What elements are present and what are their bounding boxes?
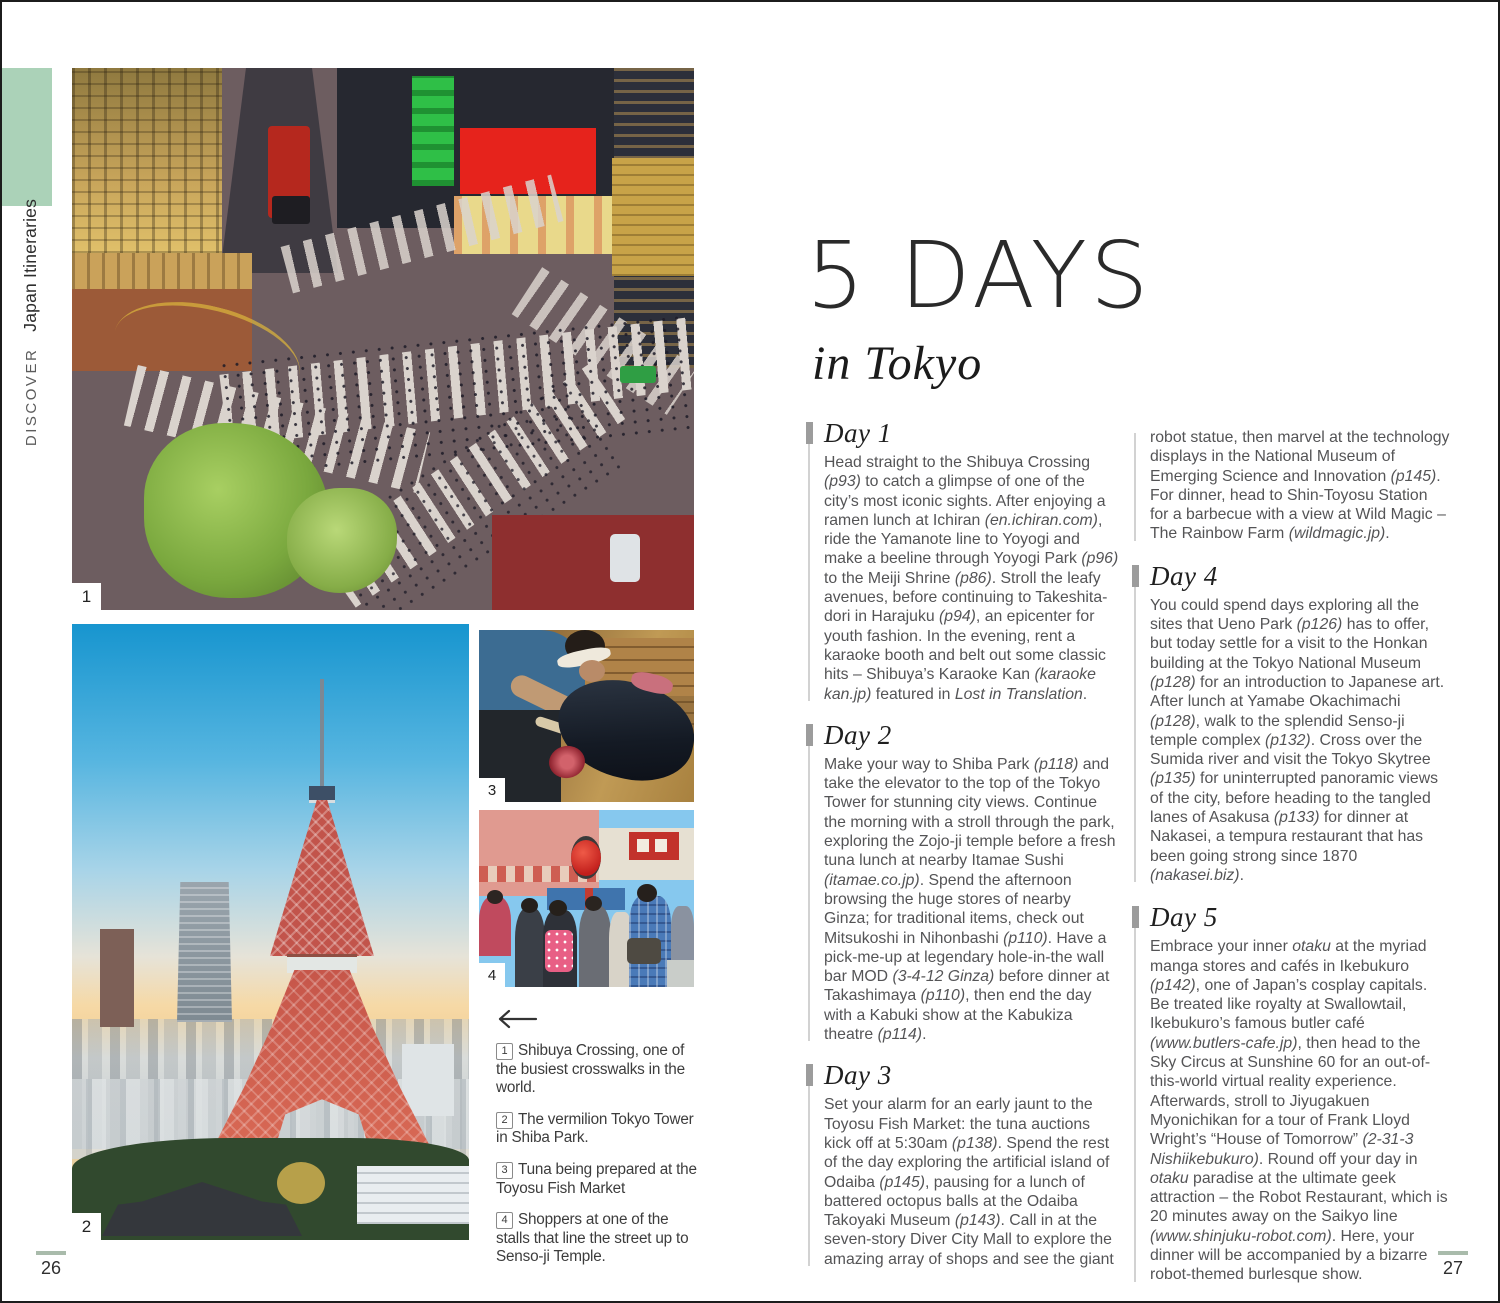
- sidebar-section: Japan Itineraries: [20, 198, 41, 332]
- photo-tokyo-tower: [72, 624, 469, 1240]
- shibuya-white-car: [610, 534, 640, 582]
- shoppers-person-gray: [579, 906, 611, 987]
- caption-number-badge: 1: [496, 1043, 513, 1060]
- day-3-continuation-section: [1134, 428, 1450, 544]
- sidebar-accent-block: [2, 68, 52, 206]
- caption-text: The vermilion Tokyo Tower in Shiba Park.: [496, 1110, 694, 1147]
- caption-number-badge: 3: [496, 1162, 513, 1179]
- photo-caption-list: [496, 1042, 704, 1267]
- itinerary-column-left: [808, 419, 1120, 1269]
- itinerary-column-right: [1134, 428, 1450, 1285]
- shoppers-pink-backpack: [545, 930, 573, 972]
- day-4-heading: Day 4: [1150, 560, 1218, 591]
- day-1-text: Head straight to the Shibuya Crossing (p93) to catch a glimpse of one of the city’s most iconic sights. After enjoying a ramen lunch at Ichiran (en.ichiran.com), ride the Yamanote line to Yoyogi and make a beeline through Yoyogi Park (p96) to the Meiji Shrine (p86). Stroll the leafy avenues, before continuing to Takeshita-dori in Harajuku (p94), an epicenter for youth fashion. In the evening, rent a karaoke booth and belt out some classic hits – Shibuya’s Karaoke Kan (karaoke kan.jp) featured in Lost in Translation.: [824, 454, 1119, 703]
- day-5-text: Embrace your inner otaku at the myriad manga stores and cafés in Ikebukuro (p142), one of Japan’s cosplay capitals. Be treated like royalty at Swallowtail, Ikebukuro’s famous butler café (www.butlers-cafe.jp), then head to the Sky Circus at Sunshine 60 for an out-of-this-world virtual reality experience. Afterwards, stroll to Jiyugakuen Myonichikan for a tour of Frank Lloyd Wright’s “House of Tomorrow” (2-31-3 Nishiikebukuro). Round off your day in otaku paradise at the ultimate geek attraction – the Robot Restaurant, which is 20 minutes away on the Saikyo line (www.shinjuku-robot.com). Here, your dinner will be accompanied by a bizarre robot-themed burlesque show.: [1150, 938, 1448, 1284]
- shoppers-red-sign: [629, 832, 679, 860]
- shibuya-warm-building: [612, 158, 694, 276]
- caption-item: [496, 1211, 704, 1267]
- shibuya-lit-building-left: [72, 68, 222, 253]
- shoppers-red-lantern: [571, 836, 601, 879]
- tower-white-building: [402, 1044, 454, 1116]
- shibuya-green-sign: [412, 76, 454, 186]
- caption-number-badge: 2: [496, 1112, 513, 1129]
- day-3-text: Set your alarm for an early jaunt to the Toyosu Fish Market: the tuna auctions kick off at 5:30am (p138). Spend the rest of the day exploring the artificial island of Odaiba (p145), pausing for a lunch of battered octopus balls at the Odaiba Takoyaki Museum (p143). Call in at the seven-story Diver City Mall to explore the amazing array of shops and see the giant: [824, 1096, 1114, 1268]
- caption-text: Tuna being prepared at the Toyosu Fish Market: [496, 1160, 697, 1197]
- page-number-dash: [36, 1251, 66, 1255]
- day-2-section: [808, 721, 1120, 1044]
- shoppers-person-dark: [515, 908, 545, 987]
- tower-brown-highrise: [100, 929, 134, 1027]
- page-number-dash: [1438, 1251, 1468, 1255]
- caption-number-badge: 4: [496, 1212, 513, 1229]
- day-4-section: [1134, 562, 1450, 885]
- left-arrow-icon: [496, 1008, 538, 1030]
- window-grid: [177, 882, 232, 1022]
- page-number-left: [36, 1251, 66, 1279]
- day-1-heading: Day 1: [824, 418, 892, 448]
- photo-tuna-preparation: [479, 630, 694, 802]
- tower-skyscraper: [177, 882, 232, 1022]
- day-3-continuation-text: robot statue, then marvel at the technology displays in the National Museum of Emerging Science and Innovation (p145). For dinner, head to Shin-Toyosu Station for a barbecue with a view at Wild Magic – The Rainbow Farm (wildmagic.jp).: [1150, 429, 1450, 543]
- shoppers-pavement: [667, 960, 694, 987]
- sign-glyph: [637, 839, 649, 852]
- day-2-text: Make your way to Shiba Park (p118) and take the elevator to the top of the Tokyo Tower for stunning city views. Continue the morning with a stroll through the park, exploring the Zojo-ji temple before a fresh tuna lunch at nearby Itamae Sushi (itamae.co.jp). Spend the afternoon browsing the huge stores of nearby Ginza; for traditional items, check out Mitsukoshi in Nihonbashi (p110). Have a pick-me-up at legendary hole-in-the wall bar MOD (3-4-12 Ginza) before dinner at Takashimaya (p110), then end the day with a Kabuki show at the Kabukiza theatre (p114).: [824, 755, 1116, 1044]
- photo-number-label: 4: [479, 963, 505, 987]
- person-head: [549, 900, 567, 916]
- day-2-heading: Day 2: [824, 719, 892, 750]
- photo-sensoji-shoppers: [479, 810, 694, 987]
- shibuya-red-pavement: [492, 515, 694, 610]
- page-number-value: 26: [40, 1258, 62, 1278]
- sidebar-category: DISCOVER: [23, 347, 41, 446]
- page-title: 5 DAYS: [806, 222, 1152, 329]
- shoppers-messenger-bag: [627, 938, 661, 964]
- caption-item: [496, 1042, 704, 1098]
- window-grid: [72, 68, 222, 253]
- photo-number-label: 1: [72, 583, 101, 610]
- tower-autumn-tree: [277, 1162, 325, 1204]
- person-head: [487, 890, 503, 904]
- day-5-heading: Day 5: [1150, 902, 1218, 933]
- person-head: [585, 896, 602, 911]
- photo-number-label: 3: [479, 778, 505, 802]
- page-number-right: [1438, 1251, 1468, 1279]
- sidebar-vertical-label: [2, 198, 60, 446]
- shibuya-truck-cab: [272, 196, 310, 224]
- day-3-section: [808, 1061, 1120, 1269]
- shibuya-shop-strip: [72, 253, 252, 289]
- day-4-text: You could spend days exploring all the sites that Ueno Park (p126) has to offer, but today settle for a visit to the Honkan building at the Tokyo National Museum (p128) for an introduction to Japanese art. After lunch at Yamabe Okachimachi (p128), walk to the splendid Senso-ji temple complex (p132). Cross over the Sumida river and visit the Tokyo Skytree (p135) for uninterrupted panoramic views of the city, before heading to the tangled lanes of Asakusa (p133) for dinner at Nakasei, a tempura restaurant that has been going strong since 1870 (nakasei.biz).: [1150, 596, 1445, 884]
- photo-shibuya-crossing: [72, 68, 694, 610]
- day-1-section: [808, 419, 1120, 704]
- tower-white-lowrise: [357, 1166, 469, 1224]
- page-number-value: 27: [1442, 1258, 1464, 1278]
- tuna-man-face: [579, 660, 605, 682]
- shoppers-person-far: [671, 906, 694, 966]
- shoppers-stall-vendor: [479, 896, 511, 956]
- caption-text: Shibuya Crossing, one of the busiest crosswalks in the world.: [496, 1042, 685, 1097]
- tower-spire: [320, 679, 324, 791]
- shibuya-green-taxi: [620, 366, 656, 383]
- person-head: [521, 898, 538, 913]
- person-head: [637, 884, 657, 902]
- caption-item: [496, 1111, 704, 1148]
- sign-glyph: [655, 839, 667, 852]
- page-subtitle: in Tokyo: [812, 337, 983, 390]
- photo-number-label: 2: [72, 1213, 101, 1240]
- caption-text: Shoppers at one of the stalls that line the street up to Senso-ji Temple.: [496, 1211, 689, 1266]
- day-3-heading: Day 3: [824, 1060, 892, 1091]
- day-5-section: [1134, 903, 1450, 1284]
- caption-item: [496, 1161, 704, 1198]
